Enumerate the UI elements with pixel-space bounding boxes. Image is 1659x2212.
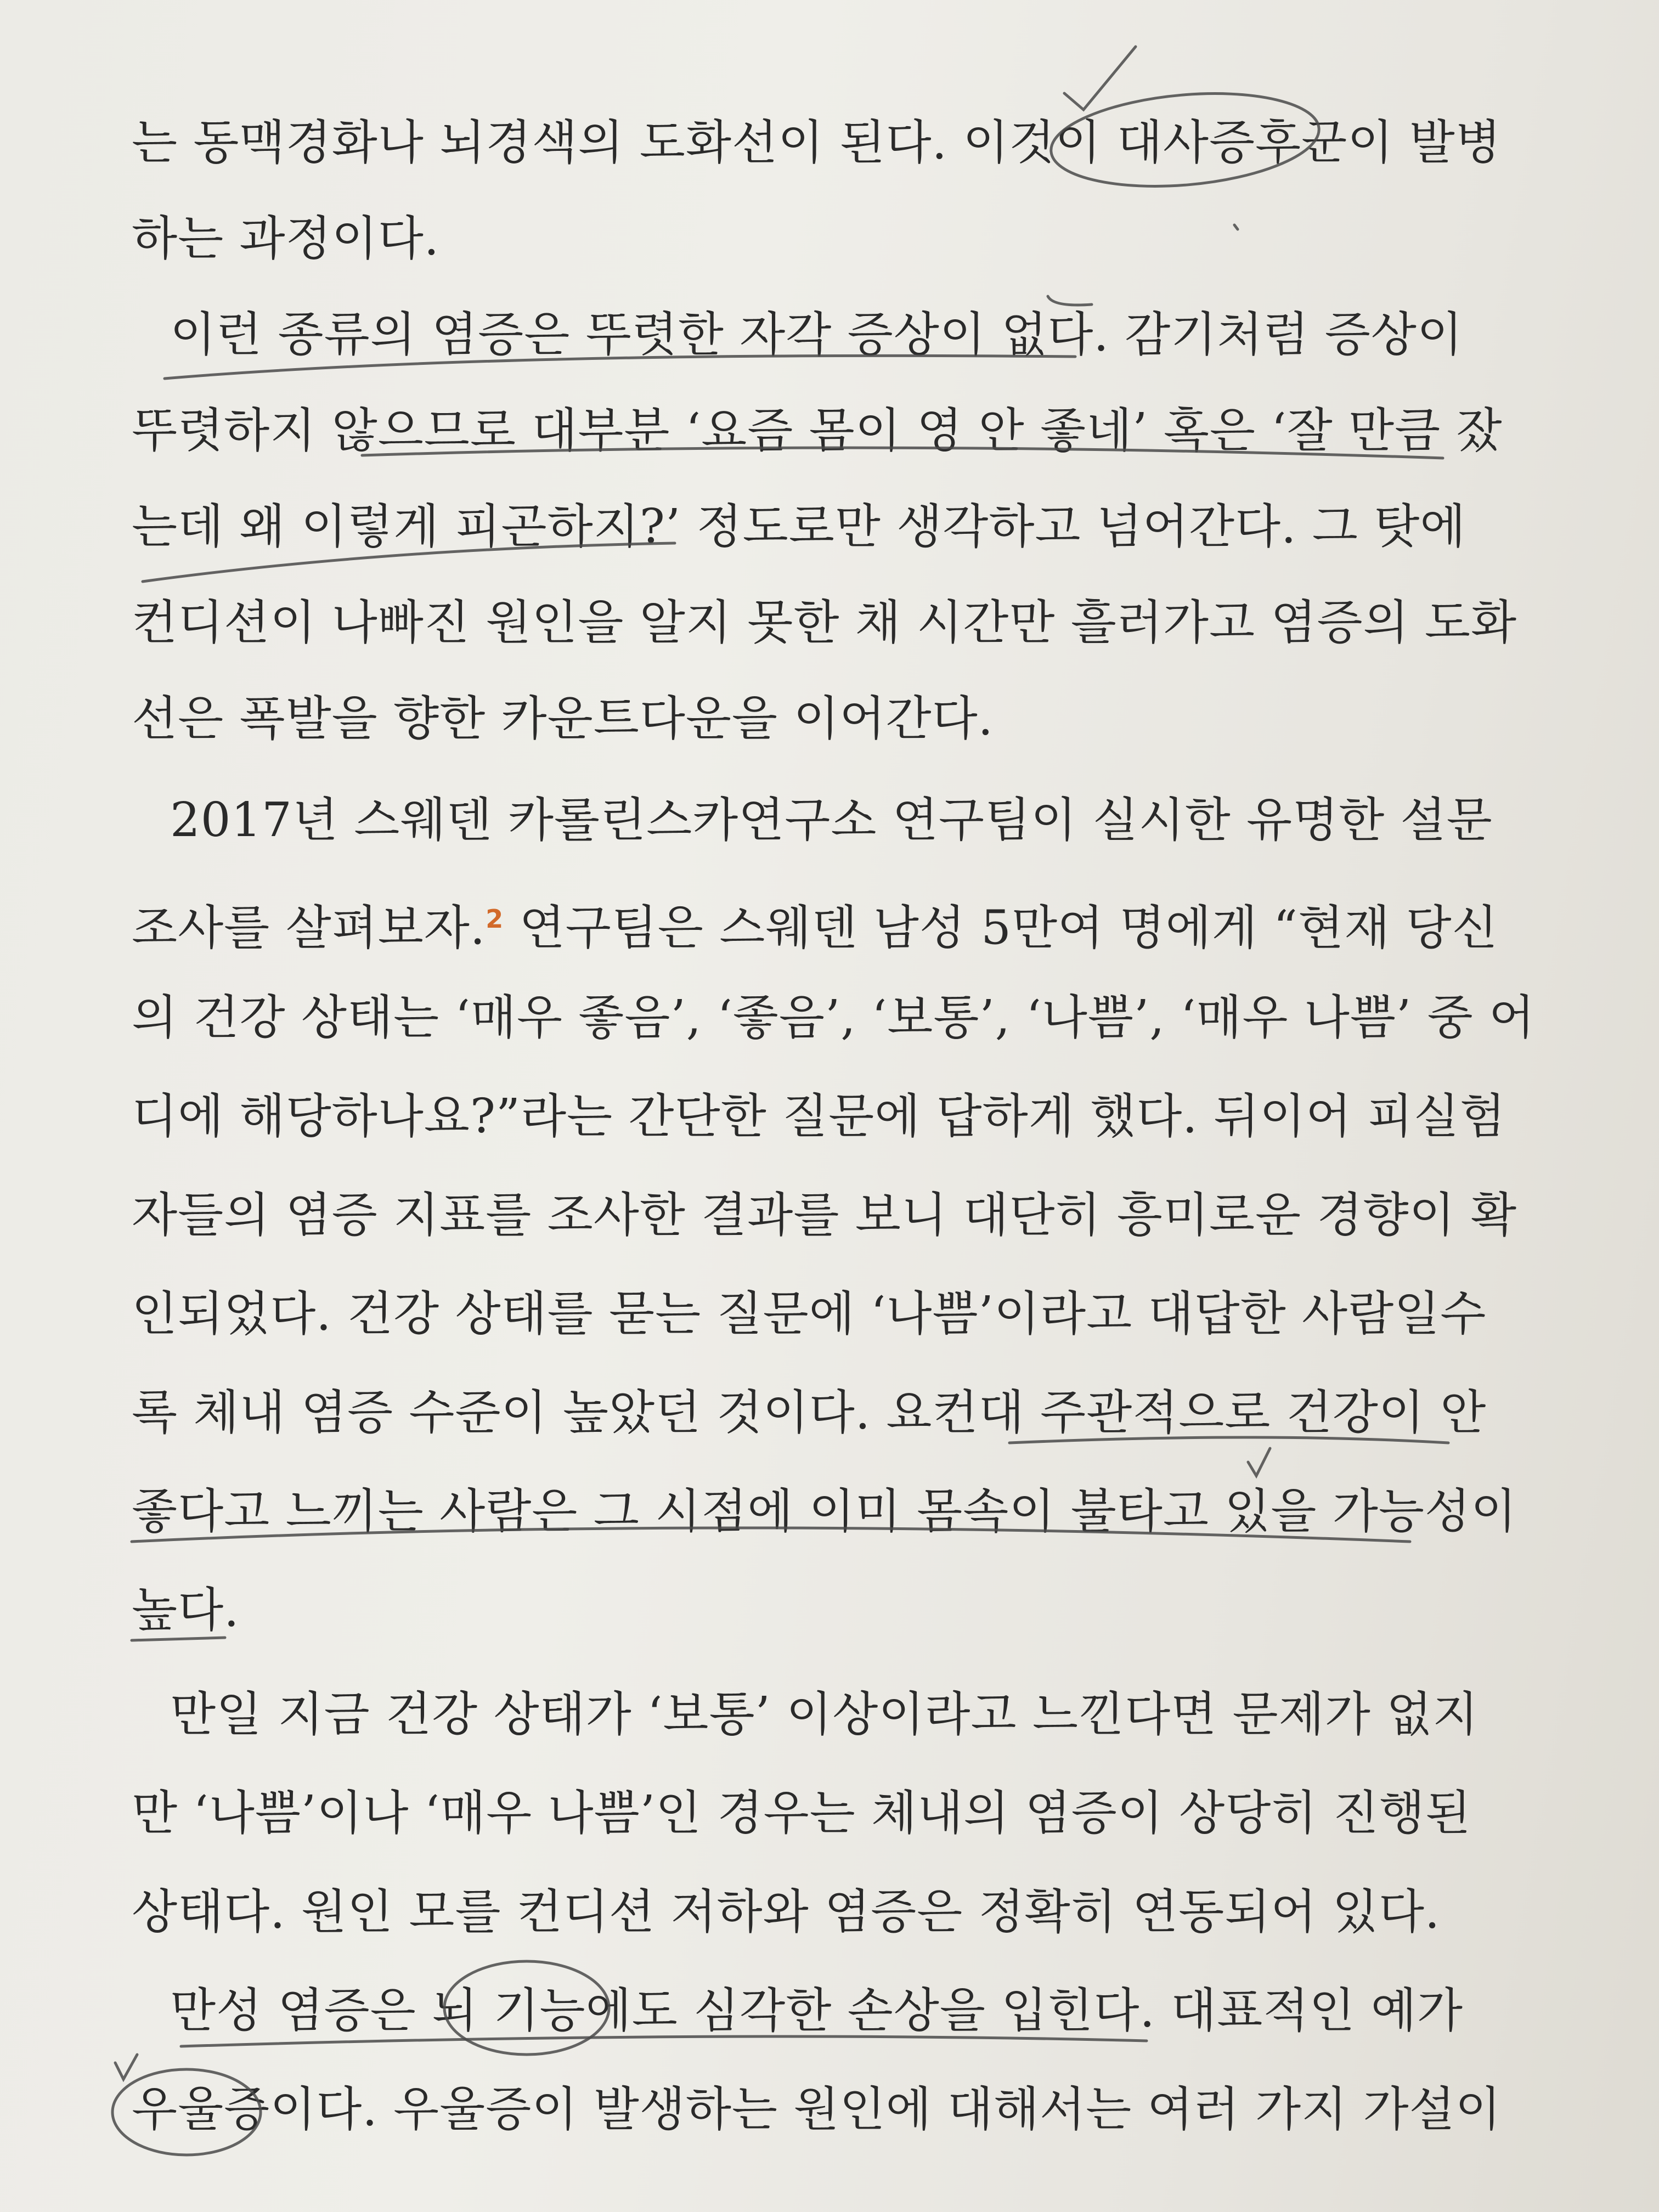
text-line: 만일 지금 건강 상태가 ‘보통’ 이상이라고 느낀다면 문제가 없지 <box>170 1687 1479 1742</box>
text-line: 만성 염증은 뇌 기능에도 심각한 손상을 입힌다. 대표적인 예가 <box>170 1983 1463 2038</box>
text-line: 하는 과정이다. <box>132 211 440 266</box>
text-line: 우울증이다. 우울증이 발생하는 원인에 대해서는 여러 가지 가설이 <box>132 2082 1502 2137</box>
text-line: 록 체내 염증 수준이 높았던 것이다. 요컨대 주관적으로 건강이 안 <box>132 1385 1487 1440</box>
checkmark-icon <box>1248 1448 1270 1476</box>
text-line: 상태다. 원인 모를 컨디션 저하와 염증은 정확히 연동되어 있다. <box>132 1884 1441 1939</box>
text-line: 는 동맥경화나 뇌경색의 도화선이 된다. 이것이 대사증후군이 발병 <box>132 115 1502 170</box>
text-line: 이런 종류의 염증은 뚜렷한 자각 증상이 없다. 감기처럼 증상이 <box>170 307 1463 362</box>
pencil-dot <box>1234 225 1238 229</box>
checkmark-icon <box>1048 296 1092 305</box>
text-line: 만 ‘나쁨’이나 ‘매우 나쁨’인 경우는 체내의 염증이 상당히 진행된 <box>132 1786 1471 1841</box>
checkmark-icon <box>1064 47 1136 110</box>
text-line <box>132 889 1498 958</box>
text-line: 2017년 스웨덴 카롤린스카연구소 연구팀이 실시한 유명한 설문 <box>170 793 1493 848</box>
text-line: 디에 해당하나요?”라는 간단한 질문에 답하게 했다. 뒤이어 피실험 <box>132 1089 1506 1144</box>
text-line: 좋다고 느끼는 사람은 그 시점에 이미 몸속이 불타고 있을 가능성이 <box>132 1484 1517 1539</box>
text-line: 높다. <box>132 1583 240 1638</box>
text-segment: 연구팀은 스웨덴 남성 5만여 명에게 “현재 당신 <box>519 900 1498 956</box>
text-line: 선은 폭발을 향한 카운트다운을 이어간다. <box>132 691 994 746</box>
text-line: 뚜렷하지 않으므로 대부분 ‘요즘 몸이 영 안 좋네’ 혹은 ‘잘 만큼 잤 <box>132 403 1503 458</box>
text-line: 인되었다. 건강 상태를 묻는 질문에 ‘나쁨’이라고 대답한 사람일수 <box>132 1286 1487 1341</box>
checkmark-icon <box>115 2055 137 2079</box>
footnote-marker[interactable]: 2 <box>486 904 504 934</box>
text-line: 는데 왜 이렇게 피곤하지?’ 정도로만 생각하고 넘어간다. 그 탓에 <box>132 499 1466 554</box>
text-line: 자들의 염증 지표를 조사한 결과를 보니 대단히 흥미로운 경향이 확 <box>132 1188 1517 1243</box>
text-segment: 조사를 살펴보자. <box>132 900 486 956</box>
text-line: 의 건강 상태는 ‘매우 좋음’, ‘좋음’, ‘보통’, ‘나쁨’, ‘매우 나쁨’ 중 어 <box>132 990 1536 1045</box>
text-line: 컨디션이 나빠진 원인을 알지 못한 채 시간만 흘러가고 염증의 도화 <box>132 595 1517 650</box>
